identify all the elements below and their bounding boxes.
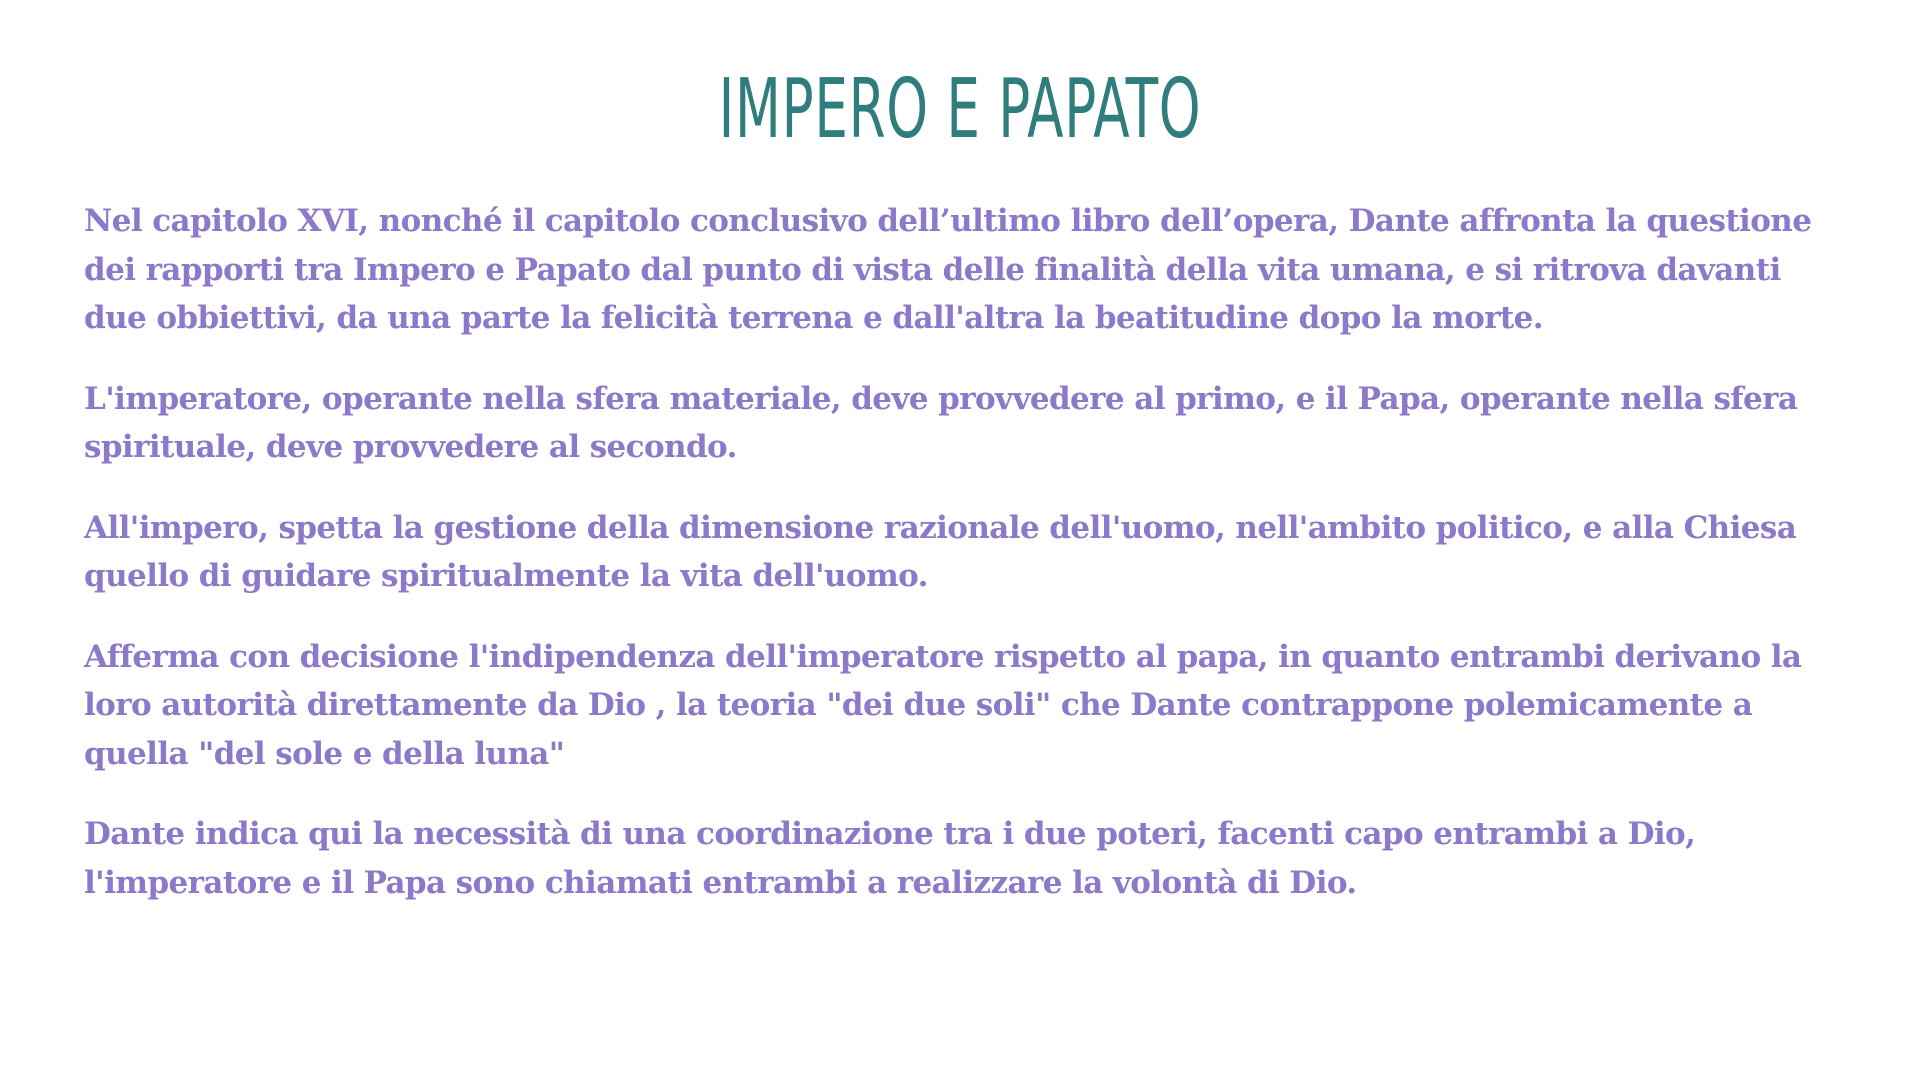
paragraph-line: spirituale, deve provvedere al secondo. xyxy=(84,429,737,465)
paragraph-3 xyxy=(84,504,1797,601)
paragraph-line: dei rapporti tra Impero e Papato dal punto di vista delle finalità della vita umana, e si ritrova davanti xyxy=(84,251,1781,288)
paragraph-line: L'imperatore, operante nella sfera materiale, deve provvedere al primo, e il Papa, operante nella sfera xyxy=(84,380,1798,417)
paragraph-line: Nel capitolo XVI, nonché il capitolo conclusivo dell’ultimo libro dell’opera, Dante affronta la questione xyxy=(84,203,1812,239)
paragraph-2 xyxy=(84,375,1798,472)
paragraph-line: quello di guidare spiritualmente la vita dell'uomo. xyxy=(84,558,928,594)
paragraph-1 xyxy=(84,197,1812,343)
paragraph-5 xyxy=(84,810,1724,907)
paragraph-line: All'impero, spetta la gestione della dimensione razionale dell'uomo, nell'ambito politico, e alla Chiesa xyxy=(84,509,1797,546)
paragraph-line: l'imperatore e il Papa sono chiamati entrambi a realizzare la volontà di Dio. xyxy=(84,864,1357,901)
paragraph-line: loro autorità direttamente da Dio , la teoria "dei due soli" che Dante contrappone polemicamente a xyxy=(84,687,1753,723)
slide-body xyxy=(84,197,1812,939)
paragraph-line: Dante indica qui la necessità di una coordinazione tra i due poteri, facenti capo entrambi a Dio, xyxy=(84,816,1696,852)
paragraph-line: quella "del sole e della luna" xyxy=(84,735,565,772)
paragraph-4 xyxy=(84,633,1802,779)
paragraph-line: due obbiettivi, da una parte la felicità terrena e dall'altra la beatitudine dopo la morte. xyxy=(84,300,1543,336)
slide-title: IMPERO E PAPATO xyxy=(718,62,1202,157)
paragraph-line: Afferma con decisione l'indipendenza dell'imperatore rispetto al papa, in quanto entrambi derivano la xyxy=(84,638,1802,675)
